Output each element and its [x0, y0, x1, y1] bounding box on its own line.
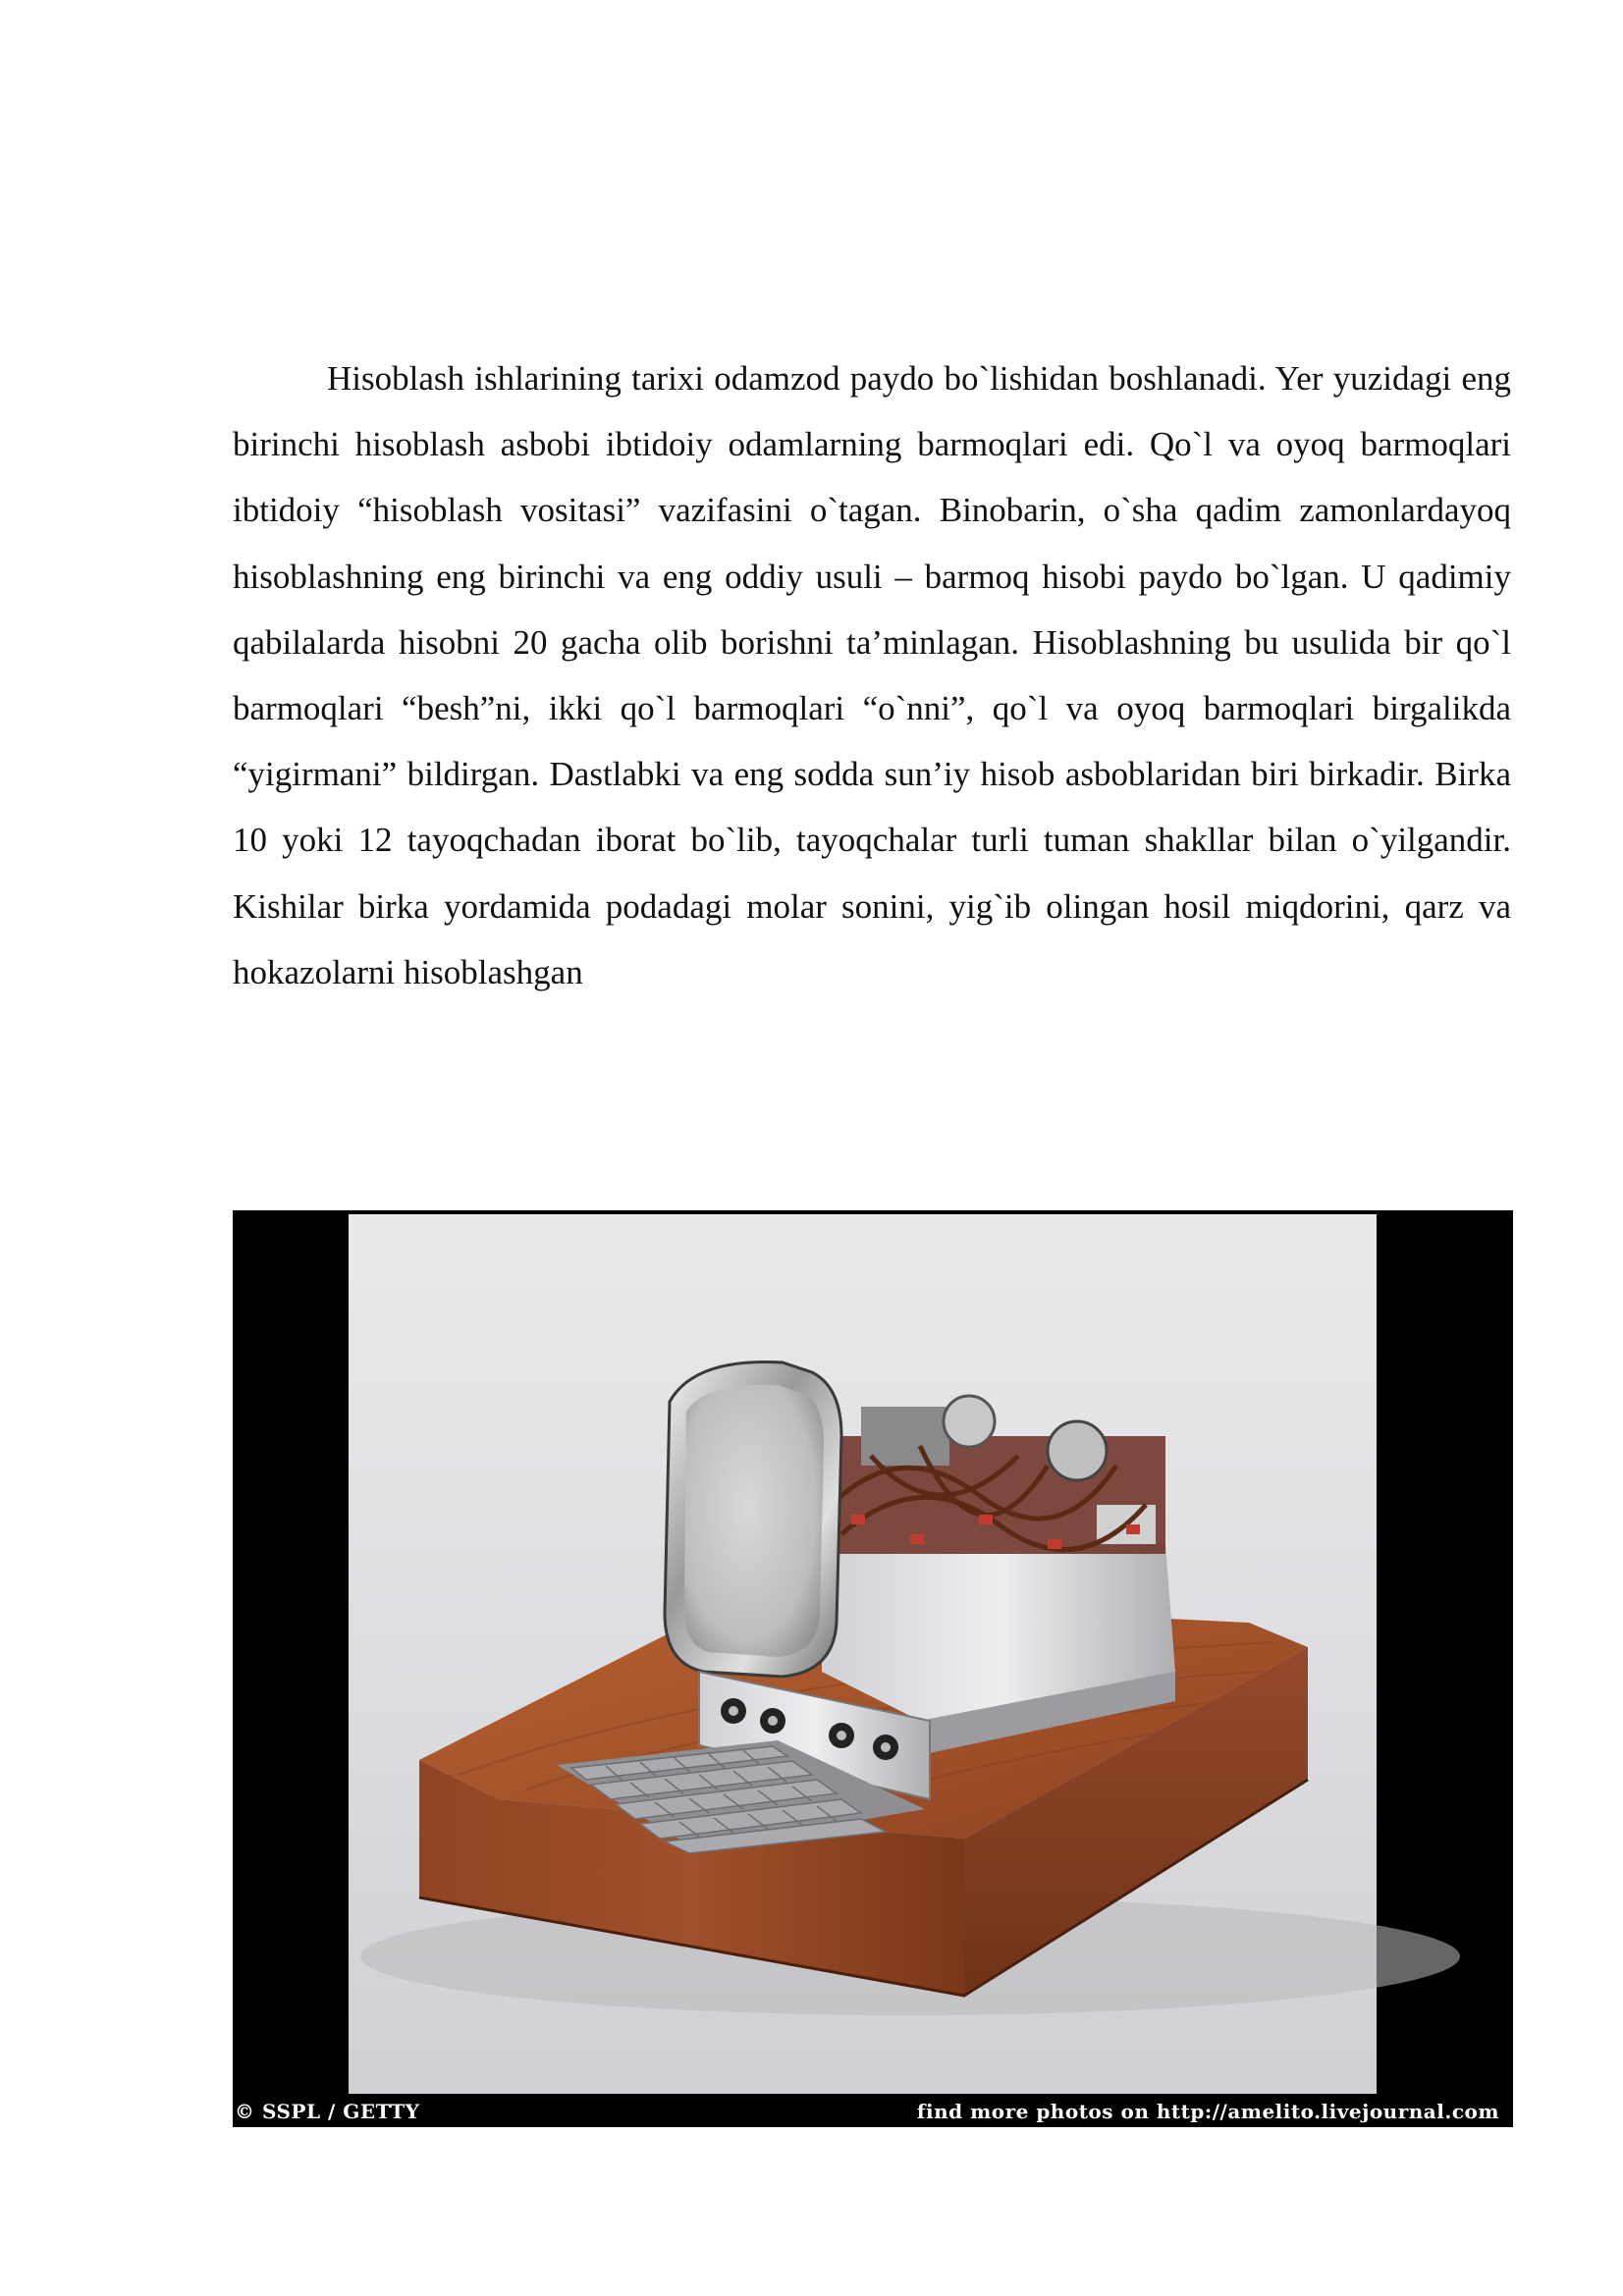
photo-credit-left: © SSPL / GETTY	[235, 2100, 420, 2123]
apple-one-computer-illustration	[233, 1210, 1513, 2127]
body-paragraph: Hisoblash ishlarining tarixi odamzod paydo bo`lishidan boshlanadi. Yer yuzidagi eng birinchi hisoblash asbobi ibtidoiy odamlarning barmoqlari edi. Qo`l va oyoq barmoqlari ibtidoiy “hisoblash vositasi” vazifasini o`tagan. Binobarin, o`sha qadim zamonlardayoq hisoblashning eng birinchi va eng oddiy usuli – barmoq hisobi paydo bo`lgan. U qadimiy qabilalarda hisobni 20 gacha olib borishni ta’minlagan. Hisoblashning bu usulida bir qo`l barmoqlari “besh”ni, ikki qo`l barmoqlari “o`nni”, qo`l va oyoq barmoqlari birgalikda “yigirmani” bildirgan. Dastlabki va eng sodda sun’iy hisob asboblaridan biri birkadir. Birka 10 yoki 12 tayoqchadan iborat bo`lib, tayoqchalar turli tuman shakllar bilan o`yilgandir. Kishilar birka yordamida podadagi molar sonini, yig`ib olingan hosil miqdorini, qarz va hokazolarni hisoblashgan	[233, 359, 1511, 991]
photo-credit-right: find more photos on http://amelito.livejournal.com	[916, 2100, 1499, 2123]
computer-photo	[233, 1210, 1513, 2127]
